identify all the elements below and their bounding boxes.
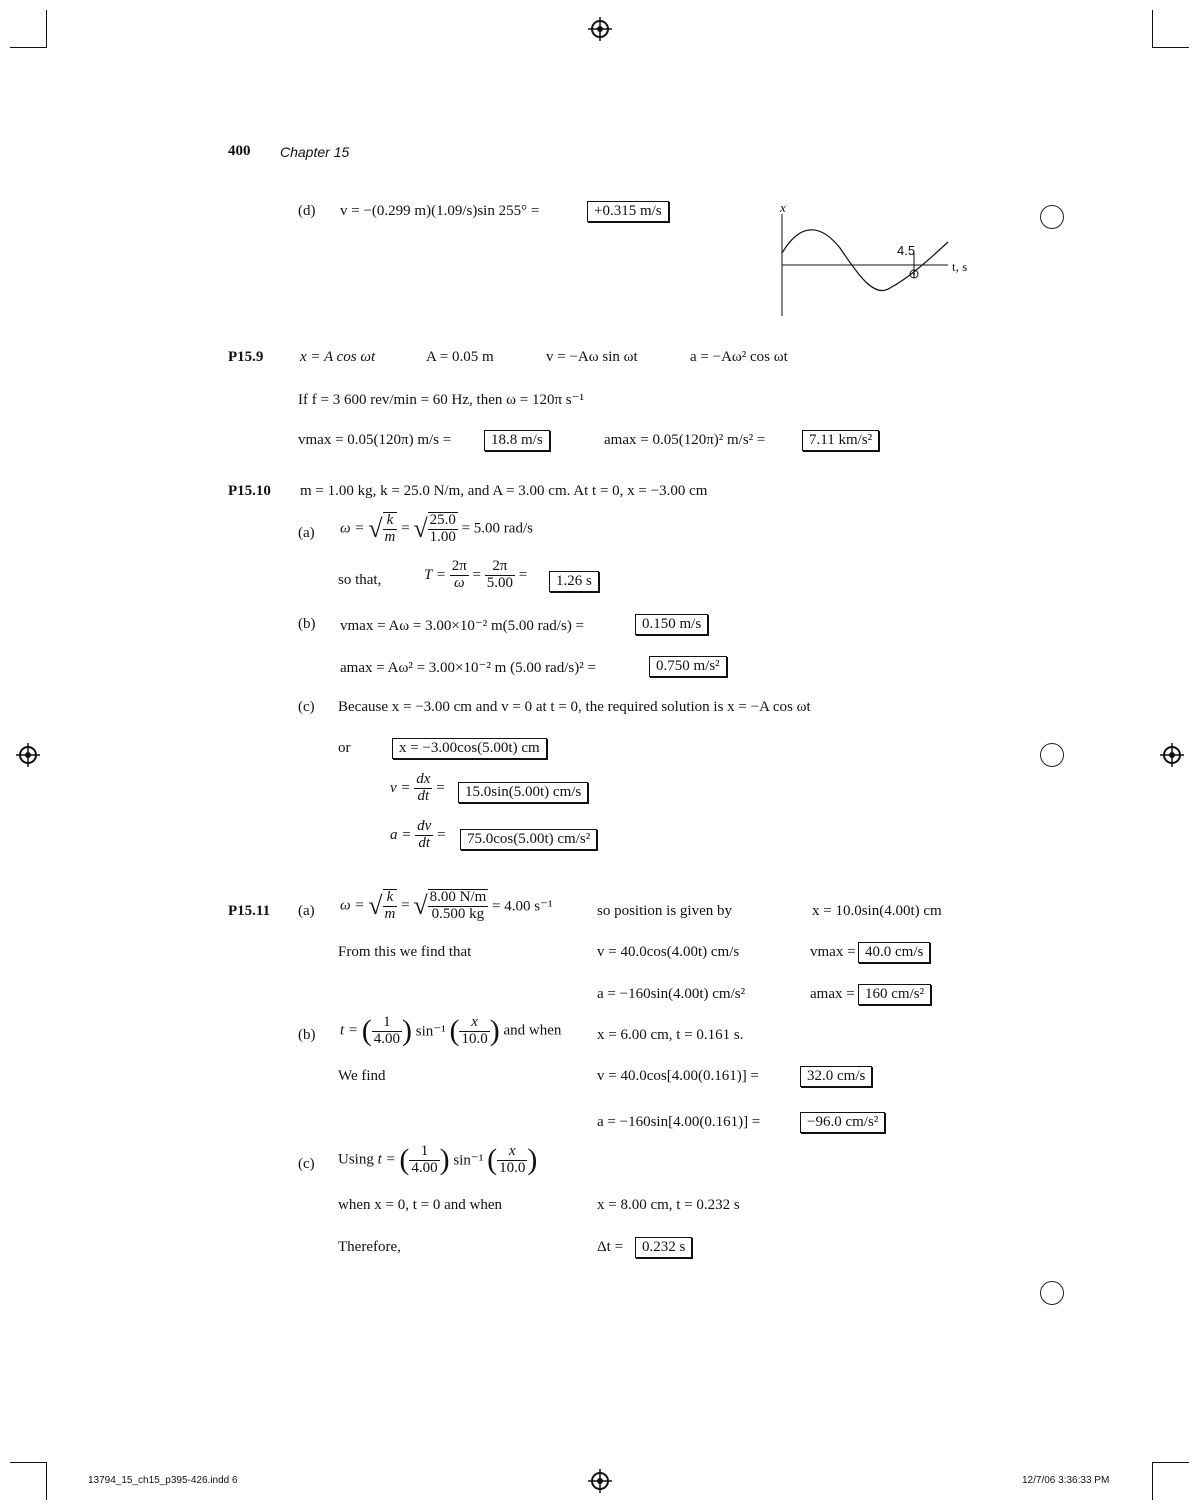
chapter-title: Chapter 15 [280,144,350,160]
equation: v = −(0.299 m)(1.09/s)sin 255° = [340,203,540,219]
fraction-numerator: k [383,513,398,530]
crop-mark [1153,47,1189,48]
fraction-denominator: 0.500 kg [431,905,485,922]
boxed-answer: x = −3.00cos(5.00t) cm [392,738,547,759]
boxed-answer: 18.8 m/s [484,430,550,451]
fraction-numerator: x [497,1144,527,1161]
equals-sign: = [437,826,446,843]
fraction-numerator: 8.00 N/m [429,889,487,905]
equation: a = −160sin(4.00t) cm/s² [597,986,746,1002]
equation-omega [340,512,533,546]
boxed-answer: 15.0sin(5.00t) cm/s [458,782,588,803]
crop-mark [46,1462,47,1500]
text-line: From this we find that [338,944,472,960]
hole-punch-circle [1040,743,1064,767]
fraction-denominator: 4.00 [411,1159,438,1176]
equation-period [424,559,527,592]
footer-timestamp: 12/7/06 3:36:33 PM [1022,1475,1110,1486]
crop-mark [10,1462,46,1463]
boxed-answer: 32.0 cm/s [800,1066,872,1087]
boxed-answer: +0.315 m/s [587,201,669,222]
equation-text: ω = [340,897,365,914]
sqrt-expression: √ $\frac{8.00 N/m}{0.500 kg}$ [413,889,487,922]
equation: amax = Aω² = 3.00×10⁻² m (5.00 rad/s)² = [340,660,596,676]
part-label: (a) [298,903,315,919]
equation: Δt = [597,1239,624,1255]
text-line: when x = 0, t = 0 and when [338,1197,502,1213]
equation: a = −Aω² cos ωt [690,349,788,365]
equation: vmax = Aω = 3.00×10⁻² m(5.00 rad/s) = [340,618,585,634]
equation-omega [340,889,552,923]
text-line: Because x = −3.00 cm and v = 0 at t = 0, the required solution is x = −A cos ωt [338,699,811,715]
equation: amax = [810,986,855,1002]
crop-mark [46,10,47,48]
equation: vmax = [810,944,856,960]
fraction-denominator: dt [417,787,430,804]
equation-text: sin⁻¹ [415,1023,446,1040]
equation: a = −160sin[4.00(0.161)] = [597,1114,761,1130]
fraction-denominator: 4.00 [373,1030,401,1047]
oscillation-graph [770,198,990,318]
graph-marker-label: 4.5 [897,243,916,258]
equation-text: a = [390,826,412,843]
equation: v = 40.0cos(4.00t) cm/s [597,944,740,960]
boxed-answer: 0.750 m/s² [649,656,727,677]
text-line: Therefore, [338,1239,401,1255]
text-line: or [338,740,351,756]
fraction-numerator: 2π [485,559,515,576]
equals-sign: = [472,566,481,583]
equation-time: t = ( $\frac{1}{4.00}$ ) sin⁻¹ ( $\frac{x}{10.0}$ ) and when [340,1013,562,1047]
part-label: (c) [298,1156,315,1172]
hole-punch-circle [1040,1281,1064,1305]
equation-text: = 4.00 s⁻¹ [492,898,553,915]
fraction-denominator: ω [453,574,465,591]
equals-sign: = [401,897,410,914]
part-label: (b) [298,616,316,632]
equation-text: v = [390,779,411,796]
equation: vmax = 0.05(120π) m/s = [298,432,452,448]
part-label: (d) [298,203,316,219]
fraction-denominator: m [384,905,396,922]
boxed-answer: 1.26 s [549,571,599,592]
part-label: (b) [298,1027,316,1043]
fraction-numerator: 1 [372,1015,402,1032]
fraction-denominator: 10.0 [499,1159,526,1176]
crop-mark [1153,1462,1189,1463]
fraction-numerator: dv [417,818,432,834]
boxed-answer: 160 cm/s² [858,984,931,1005]
equation: x = 8.00 cm, t = 0.232 s [597,1197,740,1213]
registration-mark-icon [588,1469,612,1493]
registration-mark-icon [16,743,40,767]
equation: amax = 0.05(120π)² m/s² = [604,432,766,448]
fraction-denominator: 1.00 [429,528,456,545]
footer-file-info: 13794_15_ch15_p395-426.indd 6 [88,1475,238,1486]
boxed-answer: 75.0cos(5.00t) cm/s² [460,829,597,850]
text-line: We find [338,1068,386,1084]
registration-mark-icon [1160,743,1184,767]
equation: x = 6.00 cm, t = 0.161 s. [597,1027,744,1043]
equation: x = A cos ωt [300,349,376,365]
equation-text: ω = [340,520,365,537]
boxed-answer: 40.0 cm/s [858,942,930,963]
equals-sign: = [401,520,410,537]
fraction-denominator: m [384,528,396,545]
equals-sign: = [436,779,445,796]
equation-acceleration [390,819,446,852]
text-line: so position is given by [597,903,733,919]
hole-punch-circle [1040,205,1064,229]
equation-text: and when [503,1022,562,1039]
part-label: (c) [298,699,315,715]
graph-axis-label-t: t, s [952,259,968,274]
equation: x = 10.0sin(4.00t) cm [812,903,942,919]
problem-label: P15.11 [228,903,271,919]
fraction-numerator: 1 [409,1144,439,1161]
fraction-denominator: dt [418,834,431,851]
text-line: m = 1.00 kg, k = 25.0 N/m, and A = 3.00 cm. At t = 0, x = −3.00 cm [300,483,708,499]
text-line: so that, [338,572,382,588]
crop-mark [1152,1462,1153,1500]
equation-time: Using t = ( $\frac{1}{4.00}$ ) sin⁻¹ ( $\frac{x}{10.0}$ ) [338,1142,538,1176]
crop-mark [1152,10,1153,48]
equation: v = 40.0cos[4.00(0.161)] = [597,1068,759,1084]
sqrt-expression: √ $\frac{k}{m}$ [368,889,396,922]
equals-sign: = [518,566,528,583]
sqrt-expression: √ $\frac{k}{m}$ [368,512,396,545]
boxed-answer: 0.150 m/s [635,614,708,635]
equation: v = −Aω sin ωt [546,349,638,365]
text-line: If f = 3 600 rev/min = 60 Hz, then ω = 120π s⁻¹ [298,392,585,408]
boxed-answer: −96.0 cm/s² [800,1112,885,1133]
registration-mark-icon [588,17,612,41]
crop-mark [10,47,46,48]
equation-text: t = [377,1151,396,1168]
equation: A = 0.05 m [426,349,494,365]
boxed-answer: 7.11 km/s² [802,430,879,451]
fraction-numerator: 2π [451,558,467,574]
equation-text: sin⁻¹ [453,1152,484,1169]
fraction-numerator: dx [416,771,431,787]
fraction-numerator: k [383,890,398,907]
fraction-denominator: 10.0 [461,1030,488,1047]
sqrt-expression: √ $\frac{25.0}{1.00}$ [413,512,456,545]
problem-label: P15.9 [228,349,264,365]
page-number: 400 [228,143,251,159]
part-label: (a) [298,525,315,541]
problem-label: P15.10 [228,483,271,499]
equation-text: Using [338,1151,374,1168]
equation-text: = 5.00 rad/s [461,520,533,537]
equation-velocity [390,772,445,805]
fraction-numerator: x [459,1015,489,1032]
graph-axis-label-x: x [780,200,786,215]
equation-text: T = [424,566,446,583]
boxed-answer: 0.232 s [635,1237,692,1258]
fraction-denominator: 5.00 [486,574,513,591]
fraction-numerator: 25.0 [429,512,456,528]
equation-text: t = [340,1022,359,1039]
